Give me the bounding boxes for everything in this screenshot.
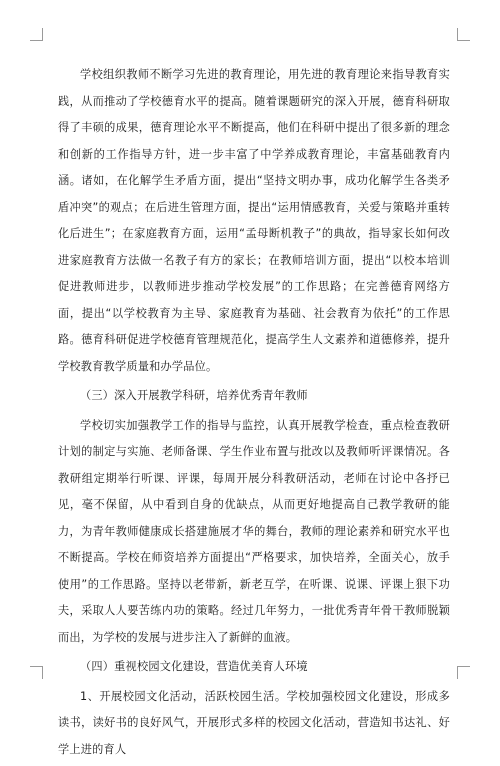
paragraph-moral-education-research: 学校组织教师不断学习先进的教育理论，用先进的教育理论来指导教育实践，从而推动了学校德育水平的提高。随着课题研究的深入开展，德育科研取得了丰硕的成果，德育理论水平不断提高，他们在科研中提出了很多新的理念和创新的工作指导方针，进一步丰富了中学养成教育理论，丰富基础教育内涵。诸如，在化解学生矛盾方面，提出“坚持文明办事，成功化解学生各类矛盾冲突”的观点；在后进生管理方面，提出“运用情感教育，关爱与策略并重转化后进生”；在家庭教育方面，运用“孟母断机教子”的典故，指导家长如何改进家庭教育方法做一名教子有方的家长；在教师培训方面，提出“以校本培训促进教师进步，以教师进步推动学校发展”的工作思路；在完善德育网络方面，提出“以学校教育为主导、家庭教育为基础、社会教育为依托”的工作思路。德育科研促进学校德育管理规范化，提高学生人文素养和道德修养，提升学校教育教学质量和办学品位。 xyxy=(58,68,450,373)
paragraph-teaching-research: 学校切实加强教学工作的指导与监控，认真开展教学检查，重点检查教研计划的制定与实施、老师备课、学生作业布置与批改以及教师听评课情况。各教研组定期举行听课、评课，每周开展分科教研活动，老师在讨论中各抒已见，毫不保留，从中看到自身的优缺点，从而更好地提高自己教学教研的能力，为青年教师健康成长搭建施展才华的舞台，教师的理论素养和研究水平也不断提高。学校在师资培养方面提出“严格要求，加快培养，全面关心，放手使用”的工作思路。坚持以老带新，新老互学，在听课、说课、评课上狠下功夫，采取人人要苦练内功的策略。经过几年努力，一批优秀青年骨干教师脱颖而出，为学校的发展与进步注入了新鲜的血液。 xyxy=(58,418,450,644)
section-heading-teaching-research: （三）深入开展教学科研，培养优秀青年教师 xyxy=(80,389,308,402)
crop-mark-top-right xyxy=(457,28,470,41)
section-heading-campus-culture: （四）重视校园文化建设，营造优美育人环境 xyxy=(80,660,308,673)
paragraph-campus-culture-activities: 1、开展校园文化活动，活跃校园生活。学校加强校园文化建设，形成多读书，读好书的良好风气，开展形式多样的校园文化活动，营造知书达礼、好学上进的育人 xyxy=(58,689,450,756)
document-body xyxy=(58,62,450,766)
crop-mark-top-left xyxy=(30,28,43,41)
crop-mark-bottom-right xyxy=(457,666,470,679)
crop-mark-bottom-left xyxy=(30,666,43,679)
